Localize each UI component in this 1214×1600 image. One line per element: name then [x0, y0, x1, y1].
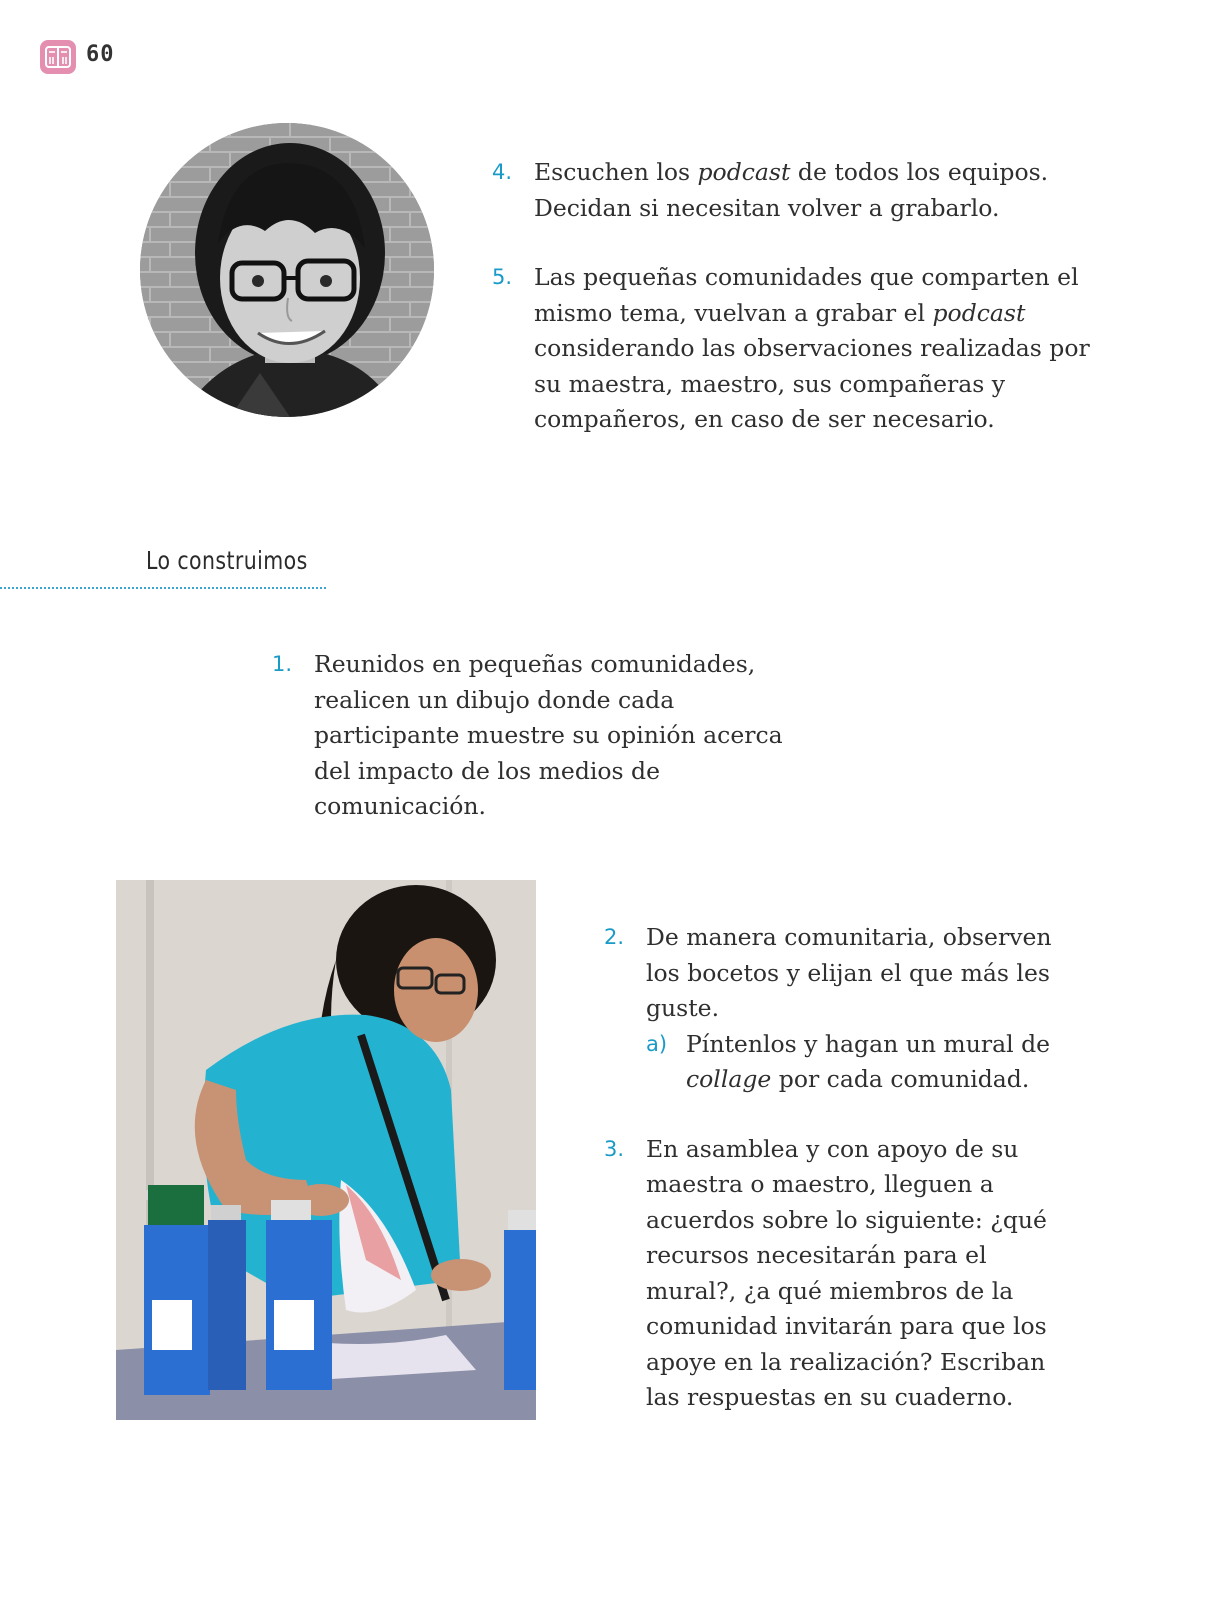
item-number: 3. [604, 1136, 625, 1161]
sub-list-item [646, 1027, 1074, 1098]
instructions-list-middle [272, 647, 812, 825]
list-item [604, 1132, 1074, 1416]
item-text: En asamblea y con apoyo de su maestra o maestro, lleguen a acuerdos sobre lo siguiente: ¿qué recursos necesitarán para el mural?, ¿a qué miembros de la comunidad invitarán para que los apoye en la realización? Escriban las respuestas en su cuaderno. [646, 1134, 1047, 1411]
list-item [492, 155, 1092, 226]
list-item [604, 920, 1074, 1098]
sub-item-emphasis: collage [686, 1065, 772, 1093]
item-emphasis: podcast [697, 158, 791, 186]
item-text: Reunidos en pequeñas comunidades, realicen un dibujo donde cada participante muestre su opinión acerca del impacto de los medios de comunicación. [314, 650, 783, 820]
section-title: Lo construimos [146, 546, 308, 575]
item-number: 2. [604, 925, 625, 949]
portrait-photo [140, 123, 434, 417]
instructions-list-bottom [604, 920, 1074, 1416]
item-number: 4. [492, 160, 513, 184]
sub-item-letter: a) [646, 1031, 668, 1056]
item-number: 5. [492, 265, 513, 289]
item-number: 1. [272, 652, 293, 676]
instructions-list-top [492, 155, 1092, 438]
item-text: De manera comunitaria, observen los bocetos y elijan el que más les guste. [646, 923, 1052, 1022]
item-text: Las pequeñas comunidades que comparten el mismo tema, vuelvan a grabar el [534, 263, 1079, 327]
book-glyph-icon [40, 40, 76, 74]
list-item [272, 647, 812, 825]
item-text: de todos los equipos. Decidan si necesitan volver a grabarlo. [534, 158, 1049, 222]
list-item [492, 260, 1092, 438]
sub-item-text: Píntenlos y hagan un mural de [686, 1029, 1051, 1058]
item-text: considerando las observaciones realizadas por su maestra, maestro, sus compañeras y compañeros, en caso de ser necesario. [534, 334, 1090, 433]
item-emphasis: podcast [932, 298, 1026, 327]
page-number: 60 [86, 42, 115, 67]
item-text: Escuchen los [534, 158, 698, 186]
section-divider [0, 587, 326, 589]
sub-item-text: por cada comunidad. [771, 1065, 1030, 1093]
activity-photo [116, 880, 536, 1420]
